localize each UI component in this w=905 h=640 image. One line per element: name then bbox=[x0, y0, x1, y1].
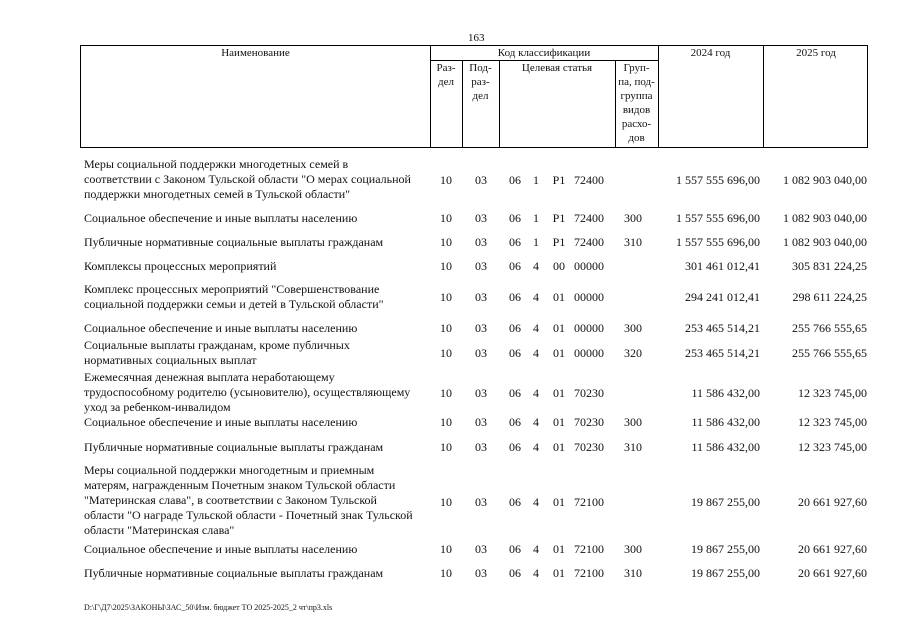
cell-y1: 1 557 555 696,00 bbox=[676, 211, 760, 225]
cell-t4: 70230 bbox=[574, 415, 604, 429]
row-name bbox=[84, 282, 434, 312]
cell-t1: 06 bbox=[509, 566, 521, 580]
cell-y2: 255 766 555,65 bbox=[792, 346, 867, 360]
cell-r: 10 bbox=[440, 173, 452, 187]
cell-y2: 1 082 903 040,00 bbox=[783, 173, 867, 187]
cell-t4: 70230 bbox=[574, 386, 604, 400]
cell-t2: 4 bbox=[533, 386, 539, 400]
header-target: Целевая статья bbox=[521, 62, 593, 74]
cell-t4: 00000 bbox=[574, 321, 604, 335]
cell-p: 03 bbox=[475, 415, 487, 429]
cell-t2: 1 bbox=[533, 211, 539, 225]
cell-t4: 72400 bbox=[574, 235, 604, 249]
cell-t4: 72100 bbox=[574, 542, 604, 556]
cell-y2: 12 323 745,00 bbox=[798, 440, 867, 454]
cell-y2: 1 082 903 040,00 bbox=[783, 235, 867, 249]
cell-y2: 20 661 927,60 bbox=[798, 495, 867, 509]
cell-t4: 72400 bbox=[574, 211, 604, 225]
cell-r: 10 bbox=[440, 346, 452, 360]
row-name-line: Ежемесячная денежная выплата неработающему bbox=[84, 370, 335, 384]
cell-p: 03 bbox=[475, 440, 487, 454]
cell-r: 10 bbox=[440, 259, 452, 273]
cell-g: 310 bbox=[624, 440, 642, 454]
row-name-line: Меры социальной поддержки многодетным и приемным bbox=[84, 463, 375, 477]
cell-t2: 4 bbox=[533, 346, 539, 360]
cell-g: 300 bbox=[624, 211, 642, 225]
cell-t4: 72100 bbox=[574, 495, 604, 509]
cell-y1: 11 586 432,00 bbox=[691, 440, 760, 454]
table-header bbox=[80, 45, 868, 148]
cell-t3: 01 bbox=[553, 321, 565, 335]
cell-r: 10 bbox=[440, 440, 452, 454]
cell-t3: 00 bbox=[553, 259, 565, 273]
cell-t4: 70230 bbox=[574, 440, 604, 454]
cell-p: 03 bbox=[475, 386, 487, 400]
cell-p: 03 bbox=[475, 173, 487, 187]
cell-r: 10 bbox=[440, 290, 452, 304]
row-name bbox=[84, 259, 434, 274]
cell-p: 03 bbox=[475, 290, 487, 304]
cell-t4: 00000 bbox=[574, 346, 604, 360]
row-name-line: Социальное обеспечение и иные выплаты населению bbox=[84, 542, 358, 556]
header-podrazdel: Под- раз- дел bbox=[469, 62, 492, 102]
row-name bbox=[84, 566, 434, 581]
cell-r: 10 bbox=[440, 386, 452, 400]
row-name-line: Публичные нормативные социальные выплаты гражданам bbox=[84, 235, 384, 249]
cell-r: 10 bbox=[440, 566, 452, 580]
cell-t2: 4 bbox=[533, 566, 539, 580]
page-number: 163 bbox=[468, 32, 485, 44]
row-name bbox=[84, 542, 434, 557]
cell-y1: 19 867 255,00 bbox=[691, 495, 760, 509]
cell-p: 03 bbox=[475, 211, 487, 225]
cell-p: 03 bbox=[475, 235, 487, 249]
cell-y1: 19 867 255,00 bbox=[691, 542, 760, 556]
cell-y2: 255 766 555,65 bbox=[792, 321, 867, 335]
cell-t2: 4 bbox=[533, 415, 539, 429]
cell-r: 10 bbox=[440, 542, 452, 556]
cell-y2: 1 082 903 040,00 bbox=[783, 211, 867, 225]
cell-p: 03 bbox=[475, 259, 487, 273]
row-name bbox=[84, 235, 434, 250]
header-year-2025: 2025 год bbox=[796, 47, 836, 59]
cell-y2: 305 831 224,25 bbox=[792, 259, 867, 273]
cell-p: 03 bbox=[475, 542, 487, 556]
row-name bbox=[84, 415, 434, 430]
cell-t3: 01 bbox=[553, 346, 565, 360]
row-name bbox=[84, 440, 434, 455]
cell-g: 300 bbox=[624, 415, 642, 429]
row-name bbox=[84, 211, 434, 226]
cell-y1: 19 867 255,00 bbox=[691, 566, 760, 580]
cell-y1: 11 586 432,00 bbox=[691, 386, 760, 400]
row-name-line: Социальное обеспечение и иные выплаты населению bbox=[84, 321, 358, 335]
cell-r: 10 bbox=[440, 235, 452, 249]
cell-t2: 4 bbox=[533, 290, 539, 304]
row-name-line: Публичные нормативные социальные выплаты гражданам bbox=[84, 440, 384, 454]
cell-t3: 01 bbox=[553, 566, 565, 580]
cell-t3: 01 bbox=[553, 290, 565, 304]
cell-y2: 20 661 927,60 bbox=[798, 542, 867, 556]
cell-t1: 06 bbox=[509, 542, 521, 556]
row-name-line: социальной поддержки семьи и детей в Тульской области" bbox=[84, 297, 384, 311]
row-name-line: уход за ребенком-инвалидом bbox=[84, 400, 231, 414]
row-name-line: "Материнская слава", в соответствии с Законом Тульской bbox=[84, 493, 377, 507]
cell-t2: 4 bbox=[533, 495, 539, 509]
cell-p: 03 bbox=[475, 321, 487, 335]
cell-y2: 298 611 224,25 bbox=[792, 290, 867, 304]
cell-t1: 06 bbox=[509, 290, 521, 304]
row-name-line: Комплексы процессных мероприятий bbox=[84, 259, 277, 273]
cell-t1: 06 bbox=[509, 235, 521, 249]
row-name bbox=[84, 157, 434, 202]
row-name-line: Комплекс процессных мероприятий "Совершенствование bbox=[84, 282, 380, 296]
header-code: Код классификации bbox=[497, 47, 591, 59]
cell-t1: 06 bbox=[509, 386, 521, 400]
row-name-line: Социальное обеспечение и иные выплаты населению bbox=[84, 211, 358, 225]
cell-t4: 00000 bbox=[574, 259, 604, 273]
row-name-line: трудоспособному родителю (усыновителю), осуществляющему bbox=[84, 385, 411, 399]
cell-y1: 1 557 555 696,00 bbox=[676, 173, 760, 187]
cell-r: 10 bbox=[440, 495, 452, 509]
cell-t3: P1 bbox=[552, 235, 566, 249]
cell-t1: 06 bbox=[509, 173, 521, 187]
row-name bbox=[84, 370, 434, 415]
cell-y2: 12 323 745,00 bbox=[798, 386, 867, 400]
cell-t4: 72100 bbox=[574, 566, 604, 580]
header-name: Наименование bbox=[221, 47, 290, 59]
cell-y2: 12 323 745,00 bbox=[798, 415, 867, 429]
cell-t2: 4 bbox=[533, 259, 539, 273]
row-name-line: соответствии с Законом Тульской области "О мерах социальной bbox=[84, 172, 411, 186]
cell-y1: 301 461 012,41 bbox=[685, 259, 760, 273]
row-name-line: области "Материнская слава" bbox=[84, 523, 235, 537]
cell-y1: 11 586 432,00 bbox=[691, 415, 760, 429]
row-name-line: Меры социальной поддержки многодетных семей в bbox=[84, 157, 349, 171]
cell-g: 310 bbox=[624, 235, 642, 249]
header-razdel: Раз- дел bbox=[436, 62, 456, 88]
row-name-line: области "О награде Тульской области - Почетный знак Тульской bbox=[84, 508, 413, 522]
cell-t1: 06 bbox=[509, 346, 521, 360]
row-name-line: матерям, награжденным Почетным знаком Тульской области bbox=[84, 478, 396, 492]
row-name-line: нормативных социальных выплат bbox=[84, 353, 257, 367]
cell-t3: 01 bbox=[553, 440, 565, 454]
row-name bbox=[84, 463, 434, 538]
cell-t1: 06 bbox=[509, 440, 521, 454]
cell-t1: 06 bbox=[509, 321, 521, 335]
cell-r: 10 bbox=[440, 321, 452, 335]
row-name-line: Публичные нормативные социальные выплаты гражданам bbox=[84, 566, 384, 580]
row-name bbox=[84, 321, 434, 336]
cell-t3: P1 bbox=[552, 173, 566, 187]
cell-t1: 06 bbox=[509, 415, 521, 429]
cell-t1: 06 bbox=[509, 495, 521, 509]
cell-g: 310 bbox=[624, 566, 642, 580]
cell-p: 03 bbox=[475, 495, 487, 509]
cell-y2: 20 661 927,60 bbox=[798, 566, 867, 580]
cell-t3: 01 bbox=[553, 495, 565, 509]
row-name-line: поддержки многодетных семей в Тульской области" bbox=[84, 187, 351, 201]
cell-y1: 253 465 514,21 bbox=[685, 346, 760, 360]
cell-t3: P1 bbox=[552, 211, 566, 225]
cell-y1: 253 465 514,21 bbox=[685, 321, 760, 335]
cell-t2: 4 bbox=[533, 321, 539, 335]
cell-t3: 01 bbox=[553, 386, 565, 400]
cell-t3: 01 bbox=[553, 542, 565, 556]
row-name-line: Социальное обеспечение и иные выплаты населению bbox=[84, 415, 358, 429]
header-group: Груп- па, под- группа видов расхо- дов bbox=[618, 62, 655, 144]
cell-t2: 1 bbox=[533, 173, 539, 187]
cell-g: 300 bbox=[624, 542, 642, 556]
cell-p: 03 bbox=[475, 346, 487, 360]
cell-t3: 01 bbox=[553, 415, 565, 429]
cell-t4: 00000 bbox=[574, 290, 604, 304]
cell-t2: 4 bbox=[533, 542, 539, 556]
cell-g: 300 bbox=[624, 321, 642, 335]
file-path-footer: D:\Г\Д7\2025\ЗАКОНЫ\ЗАС_50\Изм. бюджет ТО 2025-2025_2 чт\пр3.xls bbox=[84, 603, 333, 612]
cell-t1: 06 bbox=[509, 259, 521, 273]
cell-t1: 06 bbox=[509, 211, 521, 225]
cell-p: 03 bbox=[475, 566, 487, 580]
cell-t2: 1 bbox=[533, 235, 539, 249]
row-name-line: Социальные выплаты гражданам, кроме публичных bbox=[84, 338, 350, 352]
row-name bbox=[84, 338, 434, 368]
cell-g: 320 bbox=[624, 346, 642, 360]
cell-r: 10 bbox=[440, 415, 452, 429]
cell-y1: 294 241 012,41 bbox=[685, 290, 760, 304]
cell-r: 10 bbox=[440, 211, 452, 225]
cell-t4: 72400 bbox=[574, 173, 604, 187]
cell-t2: 4 bbox=[533, 440, 539, 454]
header-year-2024: 2024 год bbox=[690, 47, 731, 59]
cell-y1: 1 557 555 696,00 bbox=[676, 235, 760, 249]
